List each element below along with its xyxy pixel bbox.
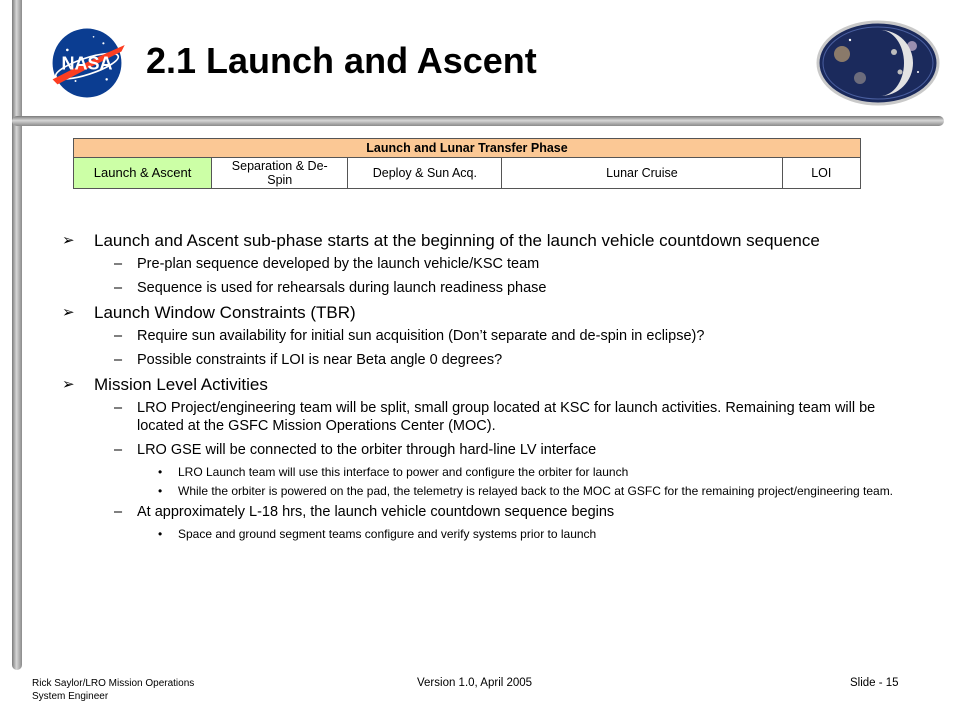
lro-mission-logo	[816, 20, 940, 106]
sub-bullet	[62, 503, 912, 521]
sub-bullet-text: Sequence is used for rehearsals during launch readiness phase	[137, 280, 547, 296]
footer-author	[32, 677, 194, 703]
bullet-launch-ascent	[62, 231, 912, 251]
phase-cell-lunar-cruise: Lunar Cruise	[502, 158, 782, 189]
dash-bullet-icon: –	[114, 400, 123, 416]
sub-sub-bullet-text: LRO Launch team will use this interface to power and configure the orbiter for launch	[178, 465, 629, 479]
sub-sub-bullet	[62, 465, 912, 480]
sub-bullet-text: Require sun availability for initial sun acquisition (Don’t separate and de-spin in eclipse)?	[137, 328, 705, 344]
sub-bullet-text: Possible constraints if LOI is near Beta angle 0 degrees?	[137, 352, 503, 368]
sub-bullet	[62, 441, 912, 459]
footer-version: Version 1.0, April 2005	[417, 677, 533, 689]
bullet-text: Mission Level Activities	[94, 375, 268, 394]
dot-bullet-icon: •	[158, 465, 163, 479]
nasa-logo	[46, 22, 128, 104]
dot-bullet-icon: •	[158, 484, 163, 498]
sub-sub-bullet-text: Space and ground segment teams configure and verify systems prior to launch	[178, 527, 597, 541]
sub-sub-bullet-text: While the orbiter is powered on the pad, the telemetry is relayed back to the MOC at GSFC for the remaining project/engineering team.	[178, 484, 894, 498]
dash-bullet-icon: –	[114, 256, 123, 272]
footer-author-line1: Rick Saylor/LRO Mission Operations	[32, 678, 195, 689]
bullet-launch-window	[62, 303, 912, 323]
bullet-text: Launch Window Constraints (TBR)	[94, 303, 356, 322]
footer-author-line2: System Engineer	[32, 691, 109, 702]
dash-bullet-icon: –	[114, 442, 123, 458]
footer-slide-number: Slide - 15	[850, 677, 899, 689]
sub-bullet-text: At approximately L-18 hrs, the launch vehicle countdown sequence begins	[137, 504, 615, 520]
phase-cell-loi: LOI	[782, 158, 860, 189]
nasa-logo-text: NASA	[61, 53, 113, 74]
phase-cell-deploy-sun-acq: Deploy & Sun Acq.	[348, 158, 502, 189]
sub-bullet	[62, 255, 912, 273]
phase-table-header: Launch and Lunar Transfer Phase	[74, 139, 861, 158]
sub-sub-bullet	[62, 527, 912, 542]
dash-bullet-icon: –	[114, 504, 123, 520]
sub-bullet-text: Pre-plan sequence developed by the launch vehicle/KSC team	[137, 256, 540, 272]
bullet-text: Launch and Ascent sub-phase starts at the beginning of the launch vehicle countdown sequence	[94, 231, 820, 250]
bullet-list	[62, 231, 912, 546]
sub-bullet	[62, 327, 912, 345]
arrow-bullet-icon: ➢	[62, 232, 75, 249]
bullet-mission-level	[62, 375, 912, 395]
dot-bullet-icon: •	[158, 527, 163, 541]
dash-bullet-icon: –	[114, 280, 123, 296]
phase-cell-separation-despin: Separation & De-Spin	[212, 158, 348, 189]
dash-bullet-icon: –	[114, 352, 123, 368]
phase-cell-launch-ascent: Launch & Ascent	[74, 158, 212, 189]
slide-title: 2.1 Launch and Ascent	[146, 40, 537, 81]
sub-bullet	[62, 399, 912, 435]
sub-bullet-text: LRO Project/engineering team will be split, small group located at KSC for launch activities. Remaining team will be located at the GSFC Mission Operations Center (MOC).	[137, 400, 876, 434]
sub-bullet	[62, 279, 912, 297]
dash-bullet-icon: –	[114, 328, 123, 344]
horizontal-accent-bar	[12, 116, 944, 126]
vertical-accent-bar	[12, 0, 22, 670]
sub-sub-bullet	[62, 484, 912, 499]
sub-bullet	[62, 351, 912, 369]
arrow-bullet-icon: ➢	[62, 376, 75, 393]
arrow-bullet-icon: ➢	[62, 304, 75, 321]
phase-table	[73, 138, 861, 189]
sub-bullet-text: LRO GSE will be connected to the orbiter through hard-line LV interface	[137, 442, 597, 458]
